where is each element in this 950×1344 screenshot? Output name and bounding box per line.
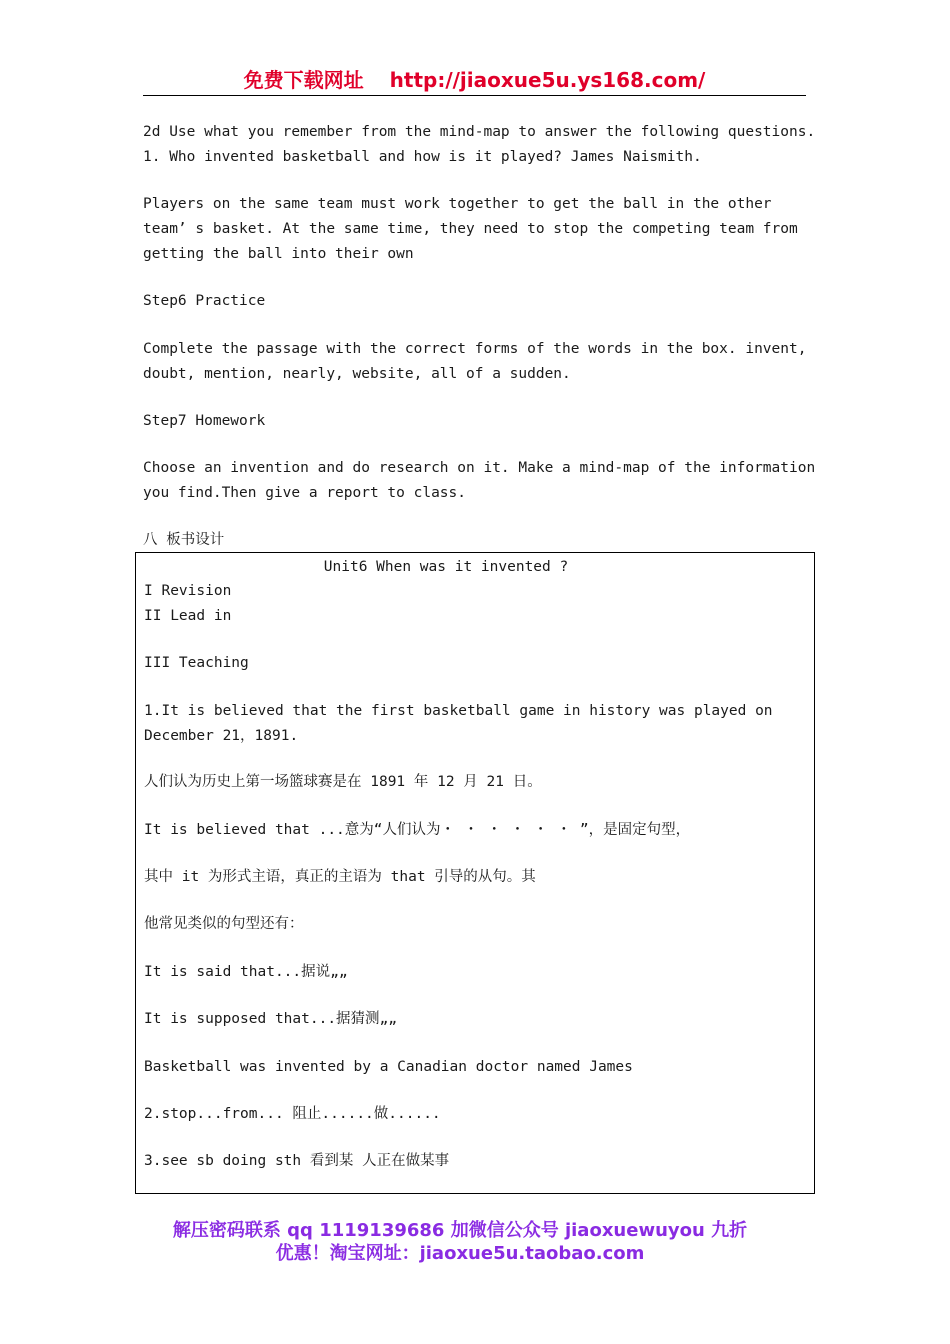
board-teaching: III Teaching [144,655,249,671]
homework-line-1: Choose an invention and do research on it. Make a mind-map of the information [143,460,816,476]
board-point2: 2.stop...from... 阻止......做...... [144,1106,441,1122]
board-believed-note: It is believed that ...意为“人们认为・ ・ ・ ・ ・ ・ ”，是固定句型， [144,822,691,838]
board-similar-note: 他常见类似的句型还有： [144,916,304,932]
header-url-link[interactable]: http://jiaoxue5u.ys168.com/ [389,68,706,92]
board-point1-line-a: 1.It is believed that the first basketball game in history was played on [144,703,773,719]
board-supposed: It is supposed that...据猜测„„ [144,1011,398,1027]
step6-heading: Step6 Practice [143,293,266,309]
players-line-3: getting the ball into their own [143,246,414,262]
board-revision: I Revision [144,583,232,599]
step7-heading: Step7 Homework [143,413,266,429]
board-subject-note: 其中 it 为形式主语，真正的主语为 that 引导的从句。其 [144,869,536,885]
homework-line-2: you find.Then give a report to class. [143,485,467,501]
blackboard-design-box [135,552,815,1194]
board-point1-line-b: December 21，1891. [144,728,299,744]
section-8-heading: 八 板书设计 [143,532,225,548]
complete-line-2: doubt, mention, nearly, website, all of a sudden. [143,366,571,382]
board-point3: 3.see sb doing sth 看到某 人正在做某事 [144,1153,450,1169]
board-said: It is said that...据说„„ [144,964,348,980]
question-1: 1. Who invented basketball and how is it played? James Naismith. [143,149,702,165]
board-lead-in: II Lead in [144,608,232,624]
complete-line-1: Complete the passage with the correct forms of the words in the box. invent, [143,341,807,357]
players-line-2: team’ s basket. At the same time, they need to stop the competing team from [143,221,798,237]
header-left-text: 免费下载网址 [243,68,364,92]
question-2d: 2d Use what you remember from the mind-map to answer the following questions. [143,124,816,140]
board-point1-chinese: 人们认为历史上第一场篮球赛是在 1891 年 12 月 21 日。 [144,774,542,790]
players-line-1: Players on the same team must work together to get the ball in the other [143,196,772,212]
page-header [143,66,806,96]
footer-line-2: 优惠！淘宝网址：jiaoxue5u.taobao.com [275,1243,645,1264]
board-title: Unit6 When was it invented ? [323,559,569,575]
board-basketball-invented: Basketball was invented by a Canadian doctor named James [144,1059,633,1075]
footer-line-1: 解压密码联系 qq 1119139686 加微信公众号 jiaoxuewuyou 九折 [172,1220,748,1241]
